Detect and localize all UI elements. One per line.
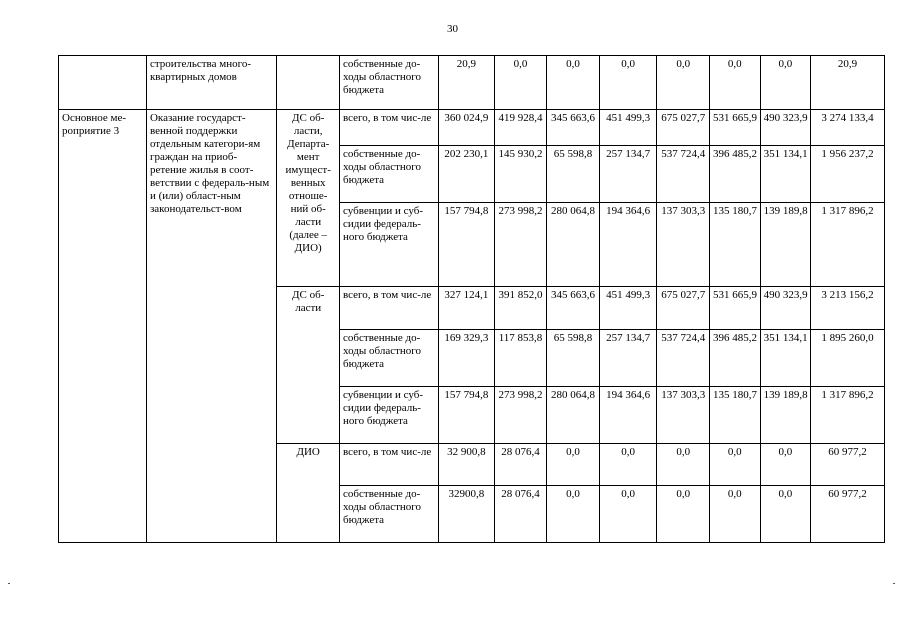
value-cell: 280 064,8: [547, 203, 600, 287]
value-cell: 145 930,2: [494, 146, 547, 203]
value-cell: 194 364,6: [599, 387, 657, 444]
executor-cell: ДС об-ласти, Департа-мент имущест-венных отноше-ний об-ласти (далее – ДИО): [277, 110, 340, 287]
value-cell: 0,0: [760, 486, 811, 543]
value-cell: 194 364,6: [599, 203, 657, 287]
value-cell: 273 998,2: [494, 203, 547, 287]
value-cell: 65 598,8: [547, 330, 600, 387]
value-cell: 273 998,2: [494, 387, 547, 444]
value-cell: 675 027,7: [657, 110, 710, 146]
value-cell: 65 598,8: [547, 146, 600, 203]
total-cell: 60 977,2: [811, 444, 885, 486]
value-cell: 360 024,9: [439, 110, 495, 146]
total-cell: 20,9: [811, 56, 885, 110]
executor-cell: ДС об-ласти: [277, 287, 340, 444]
funding-source-cell: всего, в том чис-ле: [340, 444, 439, 486]
value-cell: 537 724,4: [657, 146, 710, 203]
value-cell: 451 499,3: [599, 287, 657, 330]
value-cell: 0,0: [760, 444, 811, 486]
funding-source-cell: субвенции и суб-сидии федераль-ного бюджета: [340, 203, 439, 287]
value-cell: 396 485,2: [710, 330, 761, 387]
value-cell: 0,0: [494, 56, 547, 110]
value-cell: 0,0: [599, 486, 657, 543]
event-cell: Основное ме-роприятие 3: [59, 110, 147, 543]
total-cell: 3 213 156,2: [811, 287, 885, 330]
value-cell: 135 180,7: [710, 203, 761, 287]
total-cell: 3 274 133,4: [811, 110, 885, 146]
value-cell: 0,0: [710, 56, 761, 110]
value-cell: 345 663,6: [547, 110, 600, 146]
funding-source-cell: собственные до-ходы областного бюджета: [340, 486, 439, 543]
value-cell: 280 064,8: [547, 387, 600, 444]
scan-speck: [893, 583, 895, 584]
value-cell: 157 794,8: [439, 203, 495, 287]
value-cell: 391 852,0: [494, 287, 547, 330]
value-cell: 169 329,3: [439, 330, 495, 387]
funding-source-cell: всего, в том чис-ле: [340, 287, 439, 330]
value-cell: 537 724,4: [657, 330, 710, 387]
page-number: 30: [447, 23, 458, 35]
funding-source-cell: субвенции и суб-сидии федераль-ного бюджета: [340, 387, 439, 444]
value-cell: 419 928,4: [494, 110, 547, 146]
value-cell: 675 027,7: [657, 287, 710, 330]
value-cell: 117 853,8: [494, 330, 547, 387]
value-cell: 0,0: [657, 444, 710, 486]
value-cell: 20,9: [439, 56, 495, 110]
value-cell: 345 663,6: [547, 287, 600, 330]
executor-cell: ДИО: [277, 444, 340, 543]
value-cell: 0,0: [547, 486, 600, 543]
value-cell: 490 323,9: [760, 287, 811, 330]
value-cell: 0,0: [547, 444, 600, 486]
funding-source-cell: собственные до-ходы областного бюджета: [340, 56, 439, 110]
funding-source-cell: всего, в том чис-ле: [340, 110, 439, 146]
name-cell: строительства много-квартирных домов: [146, 56, 276, 110]
value-cell: 257 134,7: [599, 146, 657, 203]
value-cell: 0,0: [710, 444, 761, 486]
value-cell: 0,0: [657, 56, 710, 110]
value-cell: 137 303,3: [657, 203, 710, 287]
value-cell: 137 303,3: [657, 387, 710, 444]
total-cell: 1 895 260,0: [811, 330, 885, 387]
value-cell: 32900,8: [439, 486, 495, 543]
value-cell: 257 134,7: [599, 330, 657, 387]
value-cell: 0,0: [599, 444, 657, 486]
event-cell: [59, 56, 147, 110]
value-cell: 135 180,7: [710, 387, 761, 444]
value-cell: 0,0: [760, 56, 811, 110]
total-cell: 1 956 237,2: [811, 146, 885, 203]
value-cell: 490 323,9: [760, 110, 811, 146]
value-cell: 32 900,8: [439, 444, 495, 486]
total-cell: 1 317 896,2: [811, 387, 885, 444]
value-cell: 531 665,9: [710, 287, 761, 330]
value-cell: 139 189,8: [760, 387, 811, 444]
value-cell: 351 134,1: [760, 330, 811, 387]
value-cell: 28 076,4: [494, 486, 547, 543]
scan-speck: [8, 583, 10, 584]
value-cell: 202 230,1: [439, 146, 495, 203]
value-cell: 28 076,4: [494, 444, 547, 486]
value-cell: 0,0: [599, 56, 657, 110]
table-row: [59, 56, 885, 110]
total-cell: 60 977,2: [811, 486, 885, 543]
funding-source-cell: собственные до-ходы областного бюджета: [340, 330, 439, 387]
executor-cell: [277, 56, 340, 110]
value-cell: 0,0: [547, 56, 600, 110]
value-cell: 396 485,2: [710, 146, 761, 203]
name-cell: Оказание государст-венной поддержки отдельным категори-ям граждан на приоб-ретение жилья в соот-ветствии с федераль-ным и (или) област-ным законодательст-вом: [146, 110, 276, 543]
value-cell: 139 189,8: [760, 203, 811, 287]
value-cell: 0,0: [710, 486, 761, 543]
value-cell: 0,0: [657, 486, 710, 543]
value-cell: 351 134,1: [760, 146, 811, 203]
budget-table: [58, 55, 885, 543]
value-cell: 157 794,8: [439, 387, 495, 444]
value-cell: 327 124,1: [439, 287, 495, 330]
table-row: [59, 110, 885, 146]
value-cell: 451 499,3: [599, 110, 657, 146]
value-cell: 531 665,9: [710, 110, 761, 146]
total-cell: 1 317 896,2: [811, 203, 885, 287]
funding-source-cell: собственные до-ходы областного бюджета: [340, 146, 439, 203]
